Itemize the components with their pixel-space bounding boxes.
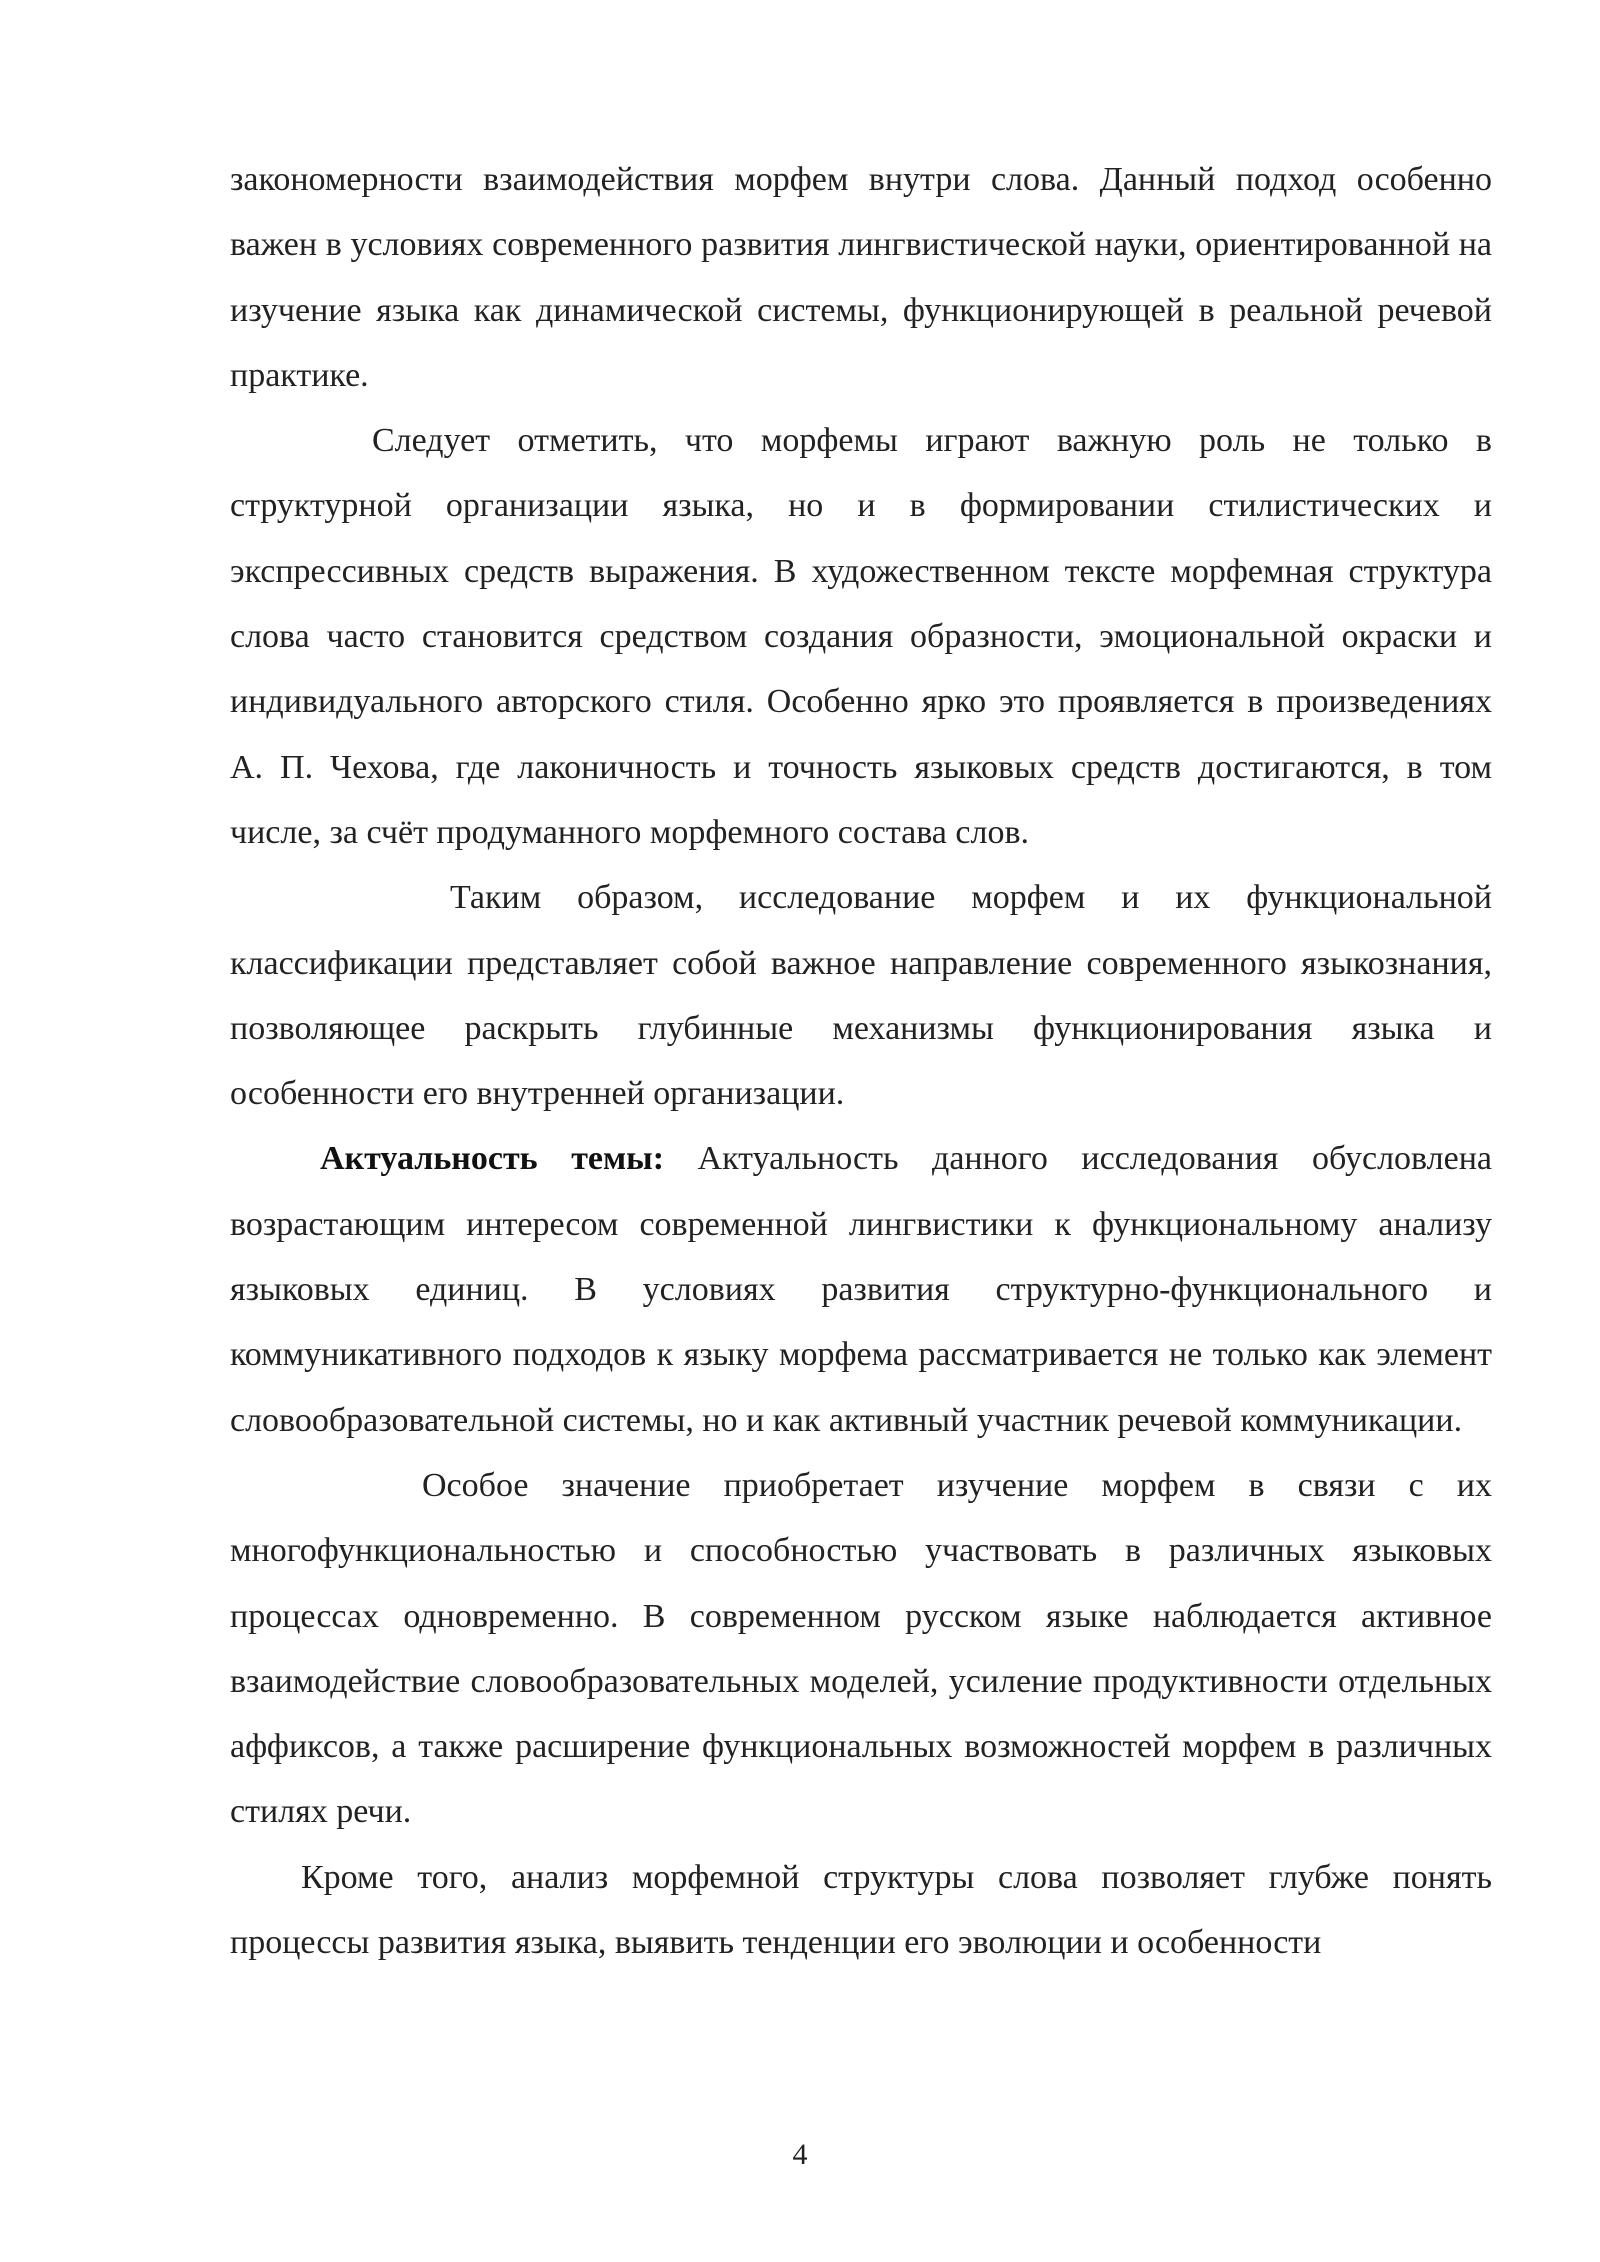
document-body	[230, 147, 1492, 1975]
paragraph-text: Особое значение приобретает изучение морфем в связи с их многофункциональностью и способностью участвовать в различных языковых процессах одновременно. В современном русском языке наблюдается активное взаимодействие словообразовательных моделей, усиление продуктивности отдельных аффиксов, а также расширение функциональных возможностей морфем в различных стилях речи.	[230, 1466, 1492, 1831]
paragraph-text: Кроме того, анализ морфемной структуры слова позволяет глубже понять процессы развития языка, выявить тенденции его эволюции и особенности	[230, 1858, 1492, 1962]
paragraph-continuation	[230, 147, 1492, 408]
paragraph-text: Следует отметить, что морфемы играют важную роль не только в структурной организации языка, но и в формировании стилистических и экспрессивных средств выражения. В художественном тексте морфемная структура слова часто становится средством создания образности, эмоциональной окраски и индивидуального авторского стиля. Особенно ярко это проявляется в произведениях А. П. Чехова, где лаконичность и точность языковых средств достигаются, в том числе, за счёт продуманного морфемного состава слов.	[230, 422, 1492, 851]
paragraph-text: Актуальность данного исследования обусловлена возрастающим интересом современной лингвистики к функциональному анализу языковых единиц. В условиях развития структурно-функционального и коммуникативного подходов к языку морфема рассматривается не только как элемент словообразовательной системы, но и как активный участник речевой коммуникации.	[230, 1140, 1492, 1439]
page-number: 4	[792, 2138, 808, 2171]
paragraph-analysis	[230, 1845, 1492, 1976]
paragraph-morpheme-role	[230, 408, 1492, 865]
paragraph-text: Таким образом, исследование морфем и их функциональной классификации представляет собой важное направление современного языкознания, позволяющее раскрыть глубинные механизмы функционирования языка и особенности его внутренней организации.	[230, 879, 1492, 1113]
paragraph-relevance	[230, 1126, 1492, 1452]
paragraph-lead-heading: Актуальность темы:	[320, 1140, 665, 1178]
paragraph-text: закономерности взаимодействия морфем внутри слова. Данный подход особенно важен в условиях современного развития лингвистической науки, ориентированной на изучение языка как динамической системы, функционирующей в реальной речевой практике.	[230, 161, 1492, 394]
paragraph-conclusion	[230, 865, 1492, 1126]
paragraph-significance	[230, 1453, 1492, 1845]
